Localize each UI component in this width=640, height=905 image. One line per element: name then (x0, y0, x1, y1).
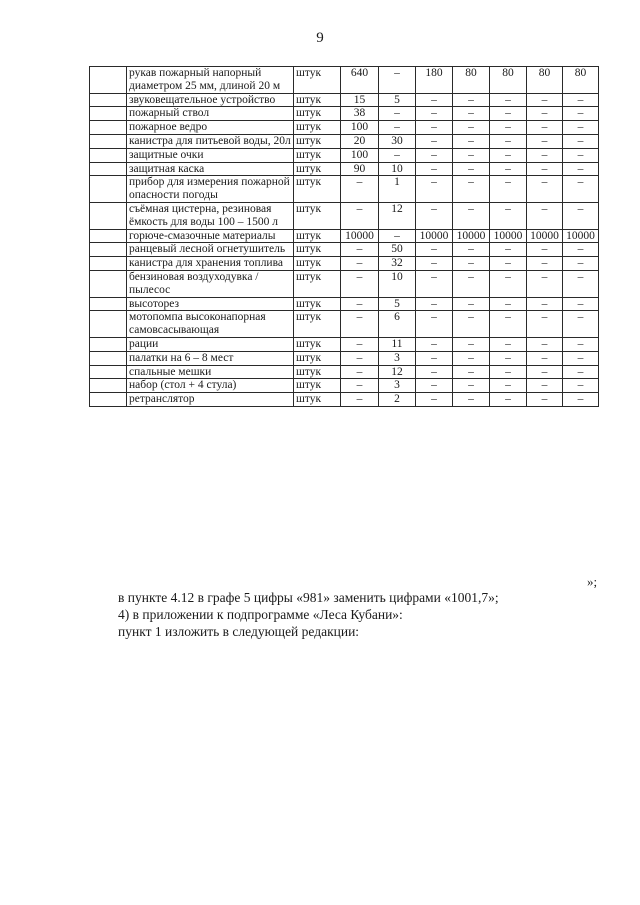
row-index-cell (90, 67, 127, 94)
amendment-paragraph-2: 4) в приложении к подпрограмме «Леса Кубани»: (118, 607, 403, 622)
quantity-cell: – (490, 162, 527, 176)
item-name-cell: прибор для измерения пожарной опасности погоды (127, 176, 294, 203)
quantity-cell: – (527, 202, 563, 229)
quantity-cell: 38 (341, 107, 379, 121)
table-row (90, 297, 599, 311)
quantity-cell: – (416, 148, 453, 162)
table-row (90, 134, 599, 148)
amendment-paragraph-1: в пункте 4.12 в графе 5 цифры «981» заменить цифрами «1001,7»; (118, 590, 499, 605)
table-row (90, 393, 599, 407)
quantity-cell: – (341, 297, 379, 311)
unit-cell: штук (294, 270, 341, 297)
table-row (90, 121, 599, 135)
row-index-cell (90, 148, 127, 162)
quantity-cell: 10000 (527, 229, 563, 243)
quantity-cell: – (527, 257, 563, 271)
quantity-cell: – (379, 229, 416, 243)
quantity-cell: – (416, 297, 453, 311)
quantity-cell: – (490, 337, 527, 351)
quantity-cell: – (416, 393, 453, 407)
quantity-cell: – (490, 351, 527, 365)
quantity-cell: 5 (379, 93, 416, 107)
quantity-cell: – (563, 202, 599, 229)
table-row (90, 243, 599, 257)
quantity-cell: – (527, 351, 563, 365)
item-name-cell: съёмная цистерна, резиновая ёмкость для воды 100 – 1500 л (127, 202, 294, 229)
item-name-cell: бензиновая воздуходувка / пылесос (127, 270, 294, 297)
quantity-cell: – (490, 107, 527, 121)
quantity-cell: 2 (379, 393, 416, 407)
quantity-cell: – (563, 311, 599, 338)
equipment-table (89, 66, 599, 407)
row-index-cell (90, 93, 127, 107)
quantity-cell: 1 (379, 176, 416, 203)
quantity-cell: – (563, 134, 599, 148)
quantity-cell: – (416, 243, 453, 257)
quantity-cell: – (490, 134, 527, 148)
quantity-cell: – (563, 148, 599, 162)
quantity-cell: – (379, 107, 416, 121)
quantity-cell: – (453, 270, 490, 297)
quantity-cell: – (527, 337, 563, 351)
row-index-cell (90, 393, 127, 407)
table-row (90, 107, 599, 121)
quantity-cell: – (490, 176, 527, 203)
table-row (90, 148, 599, 162)
quantity-cell: 10000 (490, 229, 527, 243)
quantity-cell: 80 (527, 67, 563, 94)
quantity-cell: – (490, 202, 527, 229)
unit-cell: штук (294, 243, 341, 257)
quantity-cell: – (527, 93, 563, 107)
closing-quote: »; (587, 574, 598, 589)
quantity-cell: – (527, 176, 563, 203)
quantity-cell: 10000 (453, 229, 490, 243)
quantity-cell: – (341, 176, 379, 203)
quantity-cell: – (453, 379, 490, 393)
quantity-cell: – (527, 107, 563, 121)
row-index-cell (90, 351, 127, 365)
quantity-cell: – (416, 379, 453, 393)
quantity-cell: – (527, 243, 563, 257)
item-name-cell: пожарный ствол (127, 107, 294, 121)
item-name-cell: набор (стол + 4 стула) (127, 379, 294, 393)
unit-cell: штук (294, 311, 341, 338)
quantity-cell: – (416, 93, 453, 107)
quantity-cell: 20 (341, 134, 379, 148)
quantity-cell: 180 (416, 67, 453, 94)
row-index-cell (90, 243, 127, 257)
quantity-cell: – (453, 311, 490, 338)
quantity-cell: 10000 (416, 229, 453, 243)
quantity-cell: – (563, 379, 599, 393)
quantity-cell: – (490, 311, 527, 338)
quantity-cell: – (416, 121, 453, 135)
quantity-cell: – (416, 270, 453, 297)
quantity-cell: – (490, 148, 527, 162)
quantity-cell: – (563, 297, 599, 311)
quantity-cell: – (527, 311, 563, 338)
quantity-cell: – (527, 148, 563, 162)
quantity-cell: 10000 (563, 229, 599, 243)
unit-cell: штук (294, 121, 341, 135)
item-name-cell: пожарное ведро (127, 121, 294, 135)
quantity-cell: – (563, 162, 599, 176)
quantity-cell: – (416, 202, 453, 229)
quantity-cell: – (527, 393, 563, 407)
quantity-cell: – (341, 270, 379, 297)
quantity-cell: – (490, 297, 527, 311)
quantity-cell: – (453, 351, 490, 365)
item-name-cell: ретранслятор (127, 393, 294, 407)
item-name-cell: палатки на 6 – 8 мест (127, 351, 294, 365)
table-row (90, 365, 599, 379)
table-row (90, 229, 599, 243)
unit-cell: штук (294, 257, 341, 271)
item-name-cell: высоторез (127, 297, 294, 311)
quantity-cell: – (490, 270, 527, 297)
quantity-cell: – (527, 162, 563, 176)
unit-cell: штук (294, 107, 341, 121)
unit-cell: штук (294, 337, 341, 351)
table-row (90, 270, 599, 297)
quantity-cell: – (453, 162, 490, 176)
row-index-cell (90, 162, 127, 176)
item-name-cell: ранцевый лесной огнетушитель (127, 243, 294, 257)
quantity-cell: – (416, 365, 453, 379)
quantity-cell: – (416, 176, 453, 203)
quantity-cell: – (563, 93, 599, 107)
quantity-cell: 32 (379, 257, 416, 271)
unit-cell: штук (294, 162, 341, 176)
quantity-cell: – (490, 365, 527, 379)
quantity-cell: – (453, 148, 490, 162)
table-row (90, 337, 599, 351)
quantity-cell: – (416, 162, 453, 176)
quantity-cell: 30 (379, 134, 416, 148)
quantity-cell: – (341, 311, 379, 338)
unit-cell: штук (294, 229, 341, 243)
quantity-cell: 11 (379, 337, 416, 351)
item-name-cell: канистра для хранения топлива (127, 257, 294, 271)
quantity-cell: 12 (379, 365, 416, 379)
item-name-cell: защитные очки (127, 148, 294, 162)
quantity-cell: 3 (379, 351, 416, 365)
row-index-cell (90, 311, 127, 338)
item-name-cell: звуковещательное устройство (127, 93, 294, 107)
quantity-cell: 12 (379, 202, 416, 229)
quantity-cell: – (453, 297, 490, 311)
table-row (90, 202, 599, 229)
row-index-cell (90, 297, 127, 311)
quantity-cell: 10000 (341, 229, 379, 243)
unit-cell: штук (294, 176, 341, 203)
quantity-cell: 90 (341, 162, 379, 176)
quantity-cell: 100 (341, 148, 379, 162)
quantity-cell: 640 (341, 67, 379, 94)
quantity-cell: – (490, 243, 527, 257)
row-index-cell (90, 121, 127, 135)
quantity-cell: – (563, 365, 599, 379)
quantity-cell: – (416, 351, 453, 365)
quantity-cell: – (341, 257, 379, 271)
quantity-cell: – (416, 107, 453, 121)
quantity-cell: 80 (453, 67, 490, 94)
quantity-cell: 15 (341, 93, 379, 107)
quantity-cell: – (490, 121, 527, 135)
unit-cell: штук (294, 393, 341, 407)
table-row (90, 176, 599, 203)
quantity-cell: – (341, 337, 379, 351)
quantity-cell: – (527, 365, 563, 379)
quantity-cell: 3 (379, 379, 416, 393)
quantity-cell: – (416, 257, 453, 271)
quantity-cell: 5 (379, 297, 416, 311)
quantity-cell: – (490, 257, 527, 271)
table-row (90, 351, 599, 365)
table-row (90, 162, 599, 176)
table-row (90, 311, 599, 338)
quantity-cell: – (453, 121, 490, 135)
item-name-cell: канистра для питьевой воды, 20л (127, 134, 294, 148)
row-index-cell (90, 379, 127, 393)
quantity-cell: – (527, 121, 563, 135)
quantity-cell: – (453, 107, 490, 121)
quantity-cell: 10 (379, 162, 416, 176)
quantity-cell: – (563, 393, 599, 407)
quantity-cell: – (416, 134, 453, 148)
quantity-cell: 80 (490, 67, 527, 94)
quantity-cell: – (379, 67, 416, 94)
quantity-cell: – (453, 365, 490, 379)
row-index-cell (90, 257, 127, 271)
unit-cell: штук (294, 351, 341, 365)
row-index-cell (90, 337, 127, 351)
table-row (90, 257, 599, 271)
row-index-cell (90, 134, 127, 148)
quantity-cell: 10 (379, 270, 416, 297)
row-index-cell (90, 202, 127, 229)
quantity-cell: – (453, 257, 490, 271)
item-name-cell: рукав пожарный напорный диаметром 25 мм, длиной 20 м (127, 67, 294, 94)
quantity-cell: – (341, 393, 379, 407)
quantity-cell: 80 (563, 67, 599, 94)
unit-cell: штук (294, 202, 341, 229)
quantity-cell: – (453, 337, 490, 351)
quantity-cell: – (416, 311, 453, 338)
quantity-cell: – (527, 134, 563, 148)
quantity-cell: – (527, 297, 563, 311)
page-number: 9 (316, 30, 324, 46)
quantity-cell: – (453, 176, 490, 203)
quantity-cell: – (563, 351, 599, 365)
quantity-cell: – (563, 337, 599, 351)
quantity-cell: – (490, 379, 527, 393)
quantity-cell: – (563, 107, 599, 121)
quantity-cell: – (527, 379, 563, 393)
quantity-cell: – (563, 257, 599, 271)
row-index-cell (90, 107, 127, 121)
quantity-cell: – (453, 393, 490, 407)
table-row (90, 379, 599, 393)
quantity-cell: – (563, 243, 599, 257)
unit-cell: штук (294, 365, 341, 379)
quantity-cell: 50 (379, 243, 416, 257)
amendment-paragraph-3: пункт 1 изложить в следующей редакции: (118, 624, 360, 639)
table-row (90, 67, 599, 94)
quantity-cell: 6 (379, 311, 416, 338)
quantity-cell: – (341, 202, 379, 229)
quantity-cell: – (563, 121, 599, 135)
quantity-cell: – (341, 379, 379, 393)
quantity-cell: – (453, 93, 490, 107)
quantity-cell: – (490, 393, 527, 407)
quantity-cell: – (341, 351, 379, 365)
quantity-cell: – (563, 270, 599, 297)
row-index-cell (90, 270, 127, 297)
quantity-cell: – (379, 121, 416, 135)
quantity-cell: – (416, 337, 453, 351)
unit-cell: штук (294, 134, 341, 148)
quantity-cell: – (453, 202, 490, 229)
unit-cell: штук (294, 379, 341, 393)
row-index-cell (90, 365, 127, 379)
quantity-cell: – (341, 243, 379, 257)
quantity-cell: – (379, 148, 416, 162)
unit-cell: штук (294, 148, 341, 162)
quantity-cell: – (527, 270, 563, 297)
unit-cell: штук (294, 297, 341, 311)
item-name-cell: мотопомпа высоконапорная самовсасывающая (127, 311, 294, 338)
item-name-cell: рации (127, 337, 294, 351)
row-index-cell (90, 176, 127, 203)
item-name-cell: горюче-смазочные материалы (127, 229, 294, 243)
quantity-cell: – (453, 243, 490, 257)
table-row (90, 93, 599, 107)
unit-cell: штук (294, 67, 341, 94)
item-name-cell: спальные мешки (127, 365, 294, 379)
item-name-cell: защитная каска (127, 162, 294, 176)
row-index-cell (90, 229, 127, 243)
unit-cell: штук (294, 93, 341, 107)
quantity-cell: – (563, 176, 599, 203)
quantity-cell: 100 (341, 121, 379, 135)
quantity-cell: – (490, 93, 527, 107)
quantity-cell: – (453, 134, 490, 148)
equipment-table-body (90, 67, 599, 407)
quantity-cell: – (341, 365, 379, 379)
